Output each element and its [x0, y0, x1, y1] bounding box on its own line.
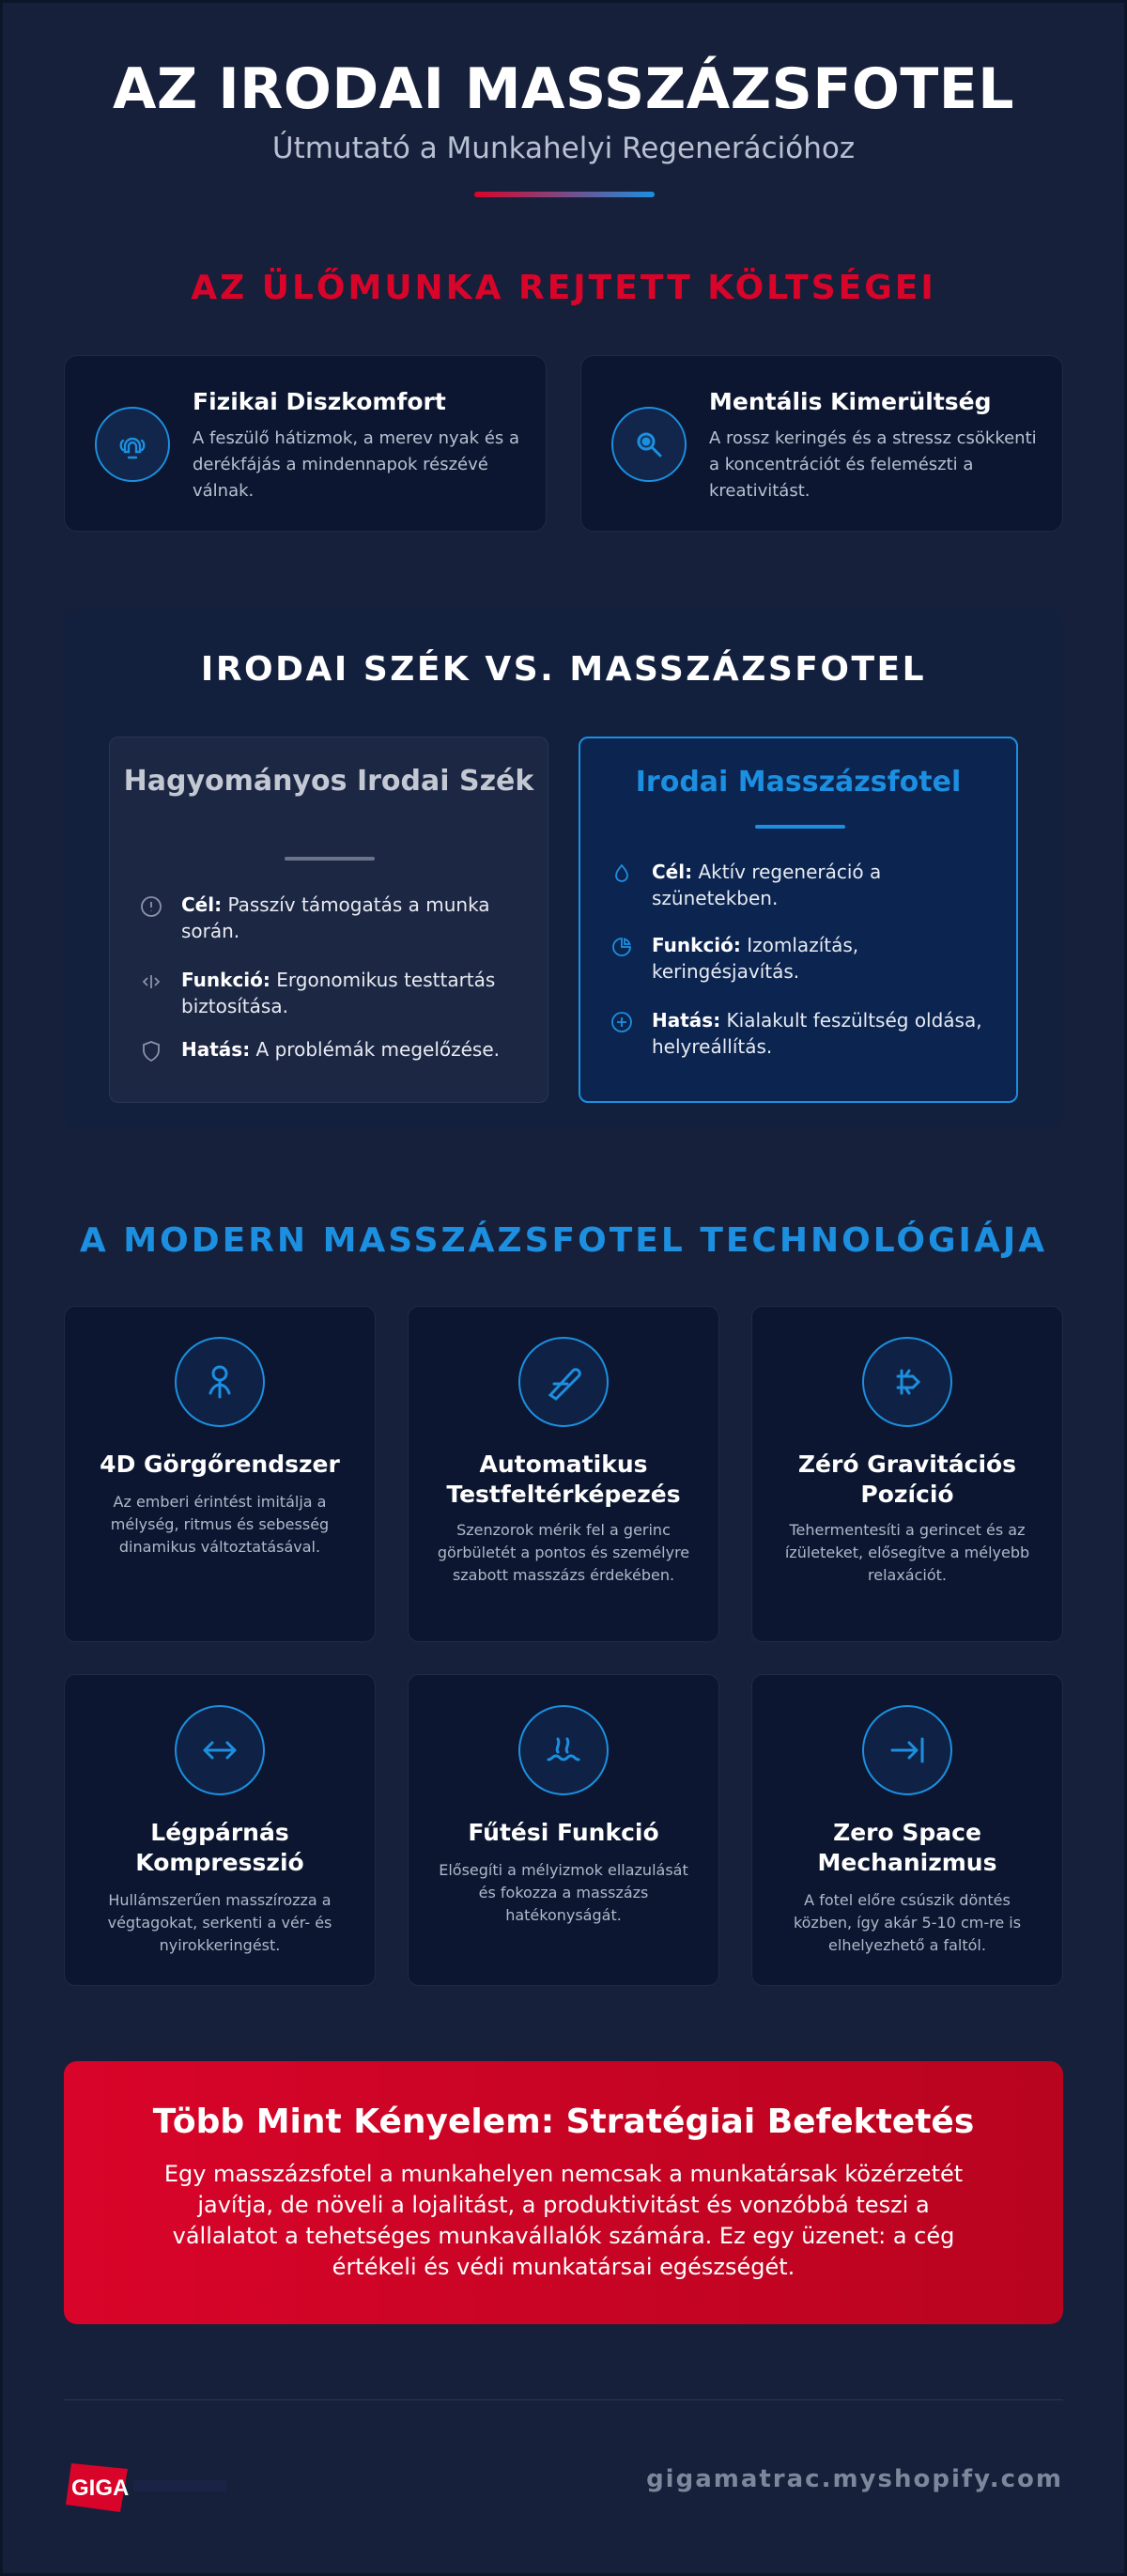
- feature-title: Automatikus Testfeltérképezés: [446, 1451, 681, 1508]
- problem-card-text: A rossz keringés és a stressz csökkenti a koncentrációt és felemészti a kreativitást.: [709, 428, 1037, 501]
- column-divider: [755, 825, 845, 829]
- wall-arrow-icon: [862, 1705, 952, 1795]
- item-text: A problémák megelőzése.: [250, 1038, 501, 1061]
- feature-title: Fűtési Funkció: [468, 1819, 659, 1846]
- problems-section-title: AZ ÜLŐMUNKA REJTETT KÖLTSÉGEI: [191, 269, 936, 307]
- logo-text: GIGA: [71, 2475, 130, 2501]
- feature-title: Légpárnás Kompresszió: [135, 1819, 304, 1876]
- title-underline: [474, 192, 655, 197]
- cta-title: Több Mint Kényelem: Stratégiai Befektetés: [152, 2103, 975, 2141]
- feature-text: Az emberi érintést imitálja a mélység, ritmus és sebesség dinamikus változtatásával.: [110, 1493, 330, 1556]
- recline-icon: [862, 1337, 952, 1427]
- code-icon: [140, 970, 162, 993]
- column-divider: [285, 857, 375, 861]
- item-label: Funkció:: [652, 934, 741, 956]
- problem-card-mental: [580, 355, 1063, 532]
- footer-divider: [64, 2399, 1063, 2400]
- massage-chair-title: Irodai Masszázsfotel: [635, 766, 962, 799]
- feature-text: Elősegíti a mélyizmok ellazulását és fokozza a masszázs hatékonyságát.: [439, 1861, 688, 1924]
- problem-card-title: Fizikai Diszkomfort: [193, 388, 446, 415]
- feature-text: Tehermentesíti a gerincet és az ízületeket, elősegítve a mélyebb relaxációt.: [784, 1521, 1030, 1584]
- shield-icon: [140, 1040, 162, 1063]
- item-label: Hatás:: [652, 1009, 721, 1032]
- alert-circle-icon: [140, 895, 162, 918]
- item-label: Hatás:: [181, 1038, 251, 1061]
- feature-card-air-compression: [64, 1674, 376, 1986]
- item-label: Cél:: [181, 893, 223, 916]
- feature-card-body-scan: [408, 1306, 719, 1642]
- item-label: Funkció:: [181, 969, 270, 991]
- feature-text: A fotel előre csúszik döntés közben, így akár 5-10 cm-re is elhelyezhető a faltól.: [793, 1891, 1022, 1954]
- brand-logo: [66, 2460, 235, 2516]
- feature-title: Zero Space Mechanizmus: [817, 1819, 997, 1876]
- item-text: Kialakult feszültség oldása, helyreállítás.: [652, 1009, 982, 1058]
- problem-card-title: Mentális Kimerültség: [709, 388, 992, 415]
- problem-card-text: A feszülő hátizmok, a merev nyak és a derékfájás a mindennapok részévé válnak.: [193, 428, 520, 501]
- footer-url[interactable]: gigamatrac.myshopify.com: [646, 2465, 1063, 2493]
- item-text: Aktív regeneráció a szünetekben.: [652, 861, 882, 909]
- item-text: Izomlazítás, keringésjavítás.: [652, 934, 859, 983]
- item-text: Ergonomikus testtartás biztosítása.: [181, 969, 496, 1017]
- feature-text: Hullámszerűen masszírozza a végtagokat, serkenti a vér- és nyirokkeringést.: [107, 1891, 332, 1954]
- page-subtitle: Útmutató a Munkahelyi Regenerációhoz: [271, 132, 856, 165]
- drop-icon: [610, 862, 633, 885]
- cta-banner: [64, 2061, 1063, 2324]
- cta-text: Egy masszázsfotel a munkahelyen nemcsak a munkatársak közérzetét javítja, de növeli a lojalitást, a produktivitást és vonzóbbá teszi a vállalatot a tehetséges munkavállalók számára. Ez egy üzenet: a cég értékeli és védi munkatársai egészségét.: [163, 2161, 964, 2280]
- feature-card-heating: [408, 1674, 719, 1986]
- feature-title: 4D Görgőrendszer: [100, 1451, 340, 1478]
- item-text: Passzív támogatás a munka során.: [181, 893, 490, 942]
- plus-circle-icon: [610, 1011, 633, 1033]
- magnifier-icon: [611, 407, 687, 482]
- feature-card-4d-rollers: [64, 1306, 376, 1642]
- comparison-title: IRODAI SZÉK VS. MASSZÁZSFOTEL: [200, 650, 927, 689]
- heat-icon: [518, 1705, 609, 1795]
- item-label: Cél:: [652, 861, 693, 883]
- technology-section-title: A MODERN MASSZÁZSFOTEL TECHNOLÓGIÁJA: [79, 1221, 1048, 1260]
- traditional-chair-title: Hagyományos Irodai Szék: [123, 765, 534, 798]
- comparison-panel: [64, 609, 1063, 1129]
- massage-chair-column: [579, 737, 1018, 1103]
- traditional-chair-column: [109, 737, 548, 1103]
- feature-text: Szenzorok mérik fel a gerinc görbületét a pontos és személyre szabott masszázs érdekében.: [437, 1521, 690, 1584]
- roller-icon: [175, 1337, 265, 1427]
- feature-title: Zéró Gravitációs Pozíció: [797, 1451, 1017, 1508]
- page-title: AZ IRODAI MASSZÁZSFOTEL: [113, 56, 1014, 122]
- feature-card-zero-space: [751, 1674, 1063, 1986]
- feature-card-zero-gravity: [751, 1306, 1063, 1642]
- arrows-icon: [175, 1705, 265, 1795]
- head-pain-icon: [95, 407, 170, 482]
- scan-icon: [518, 1337, 609, 1427]
- problem-card-physical: [64, 355, 547, 532]
- pie-icon: [610, 936, 633, 958]
